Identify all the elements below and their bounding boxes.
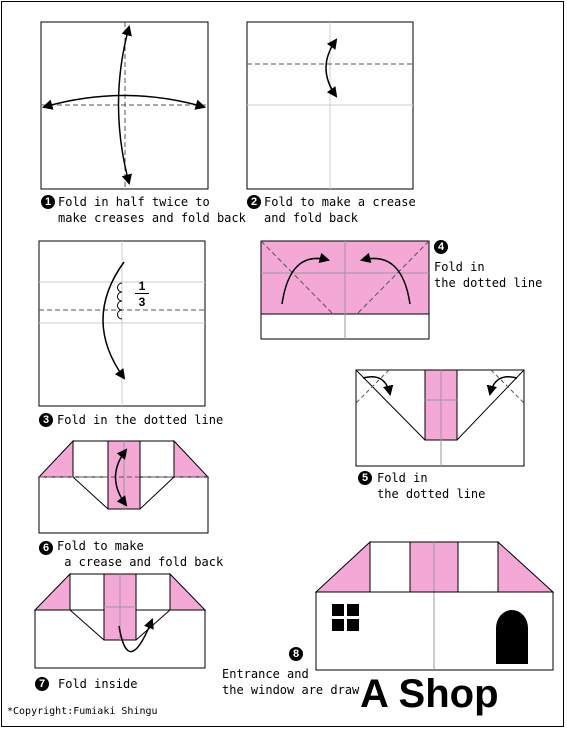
step-8-diagram: [316, 542, 553, 670]
step-5-number: 5: [358, 471, 372, 485]
step-8-line-1: Entrance and: [222, 667, 309, 681]
step-6-diagram: [39, 441, 208, 533]
entrance-door: [496, 610, 528, 664]
fraction-numerator: 1: [138, 279, 146, 293]
step-4-line-1: Fold in: [434, 260, 485, 274]
step-4-line-2: the dotted line: [434, 276, 543, 290]
step-7-number: 7: [35, 677, 49, 691]
step-6-caption: [57, 538, 223, 570]
step-1-diagram: [41, 22, 208, 189]
step-2-caption: [264, 194, 416, 226]
step-3-caption: [57, 412, 223, 428]
step-5-caption: [377, 470, 485, 502]
step-2-line-2: and fold back: [264, 211, 358, 225]
step-5-line-1: Fold in: [377, 471, 428, 485]
step-2-diagram: [247, 22, 413, 189]
step-1-line-2: make creases and fold back: [58, 211, 246, 225]
step-1-number: 1: [41, 195, 55, 209]
step-3-line-1: Fold in the dotted line: [57, 413, 224, 427]
step-4-caption: [434, 259, 542, 291]
step-3-diagram: [39, 241, 205, 406]
step-6-number: 6: [39, 541, 53, 555]
step-4-diagram: [261, 241, 429, 339]
step-6-line-2: a crease and fold back: [57, 555, 224, 569]
fraction-denominator: 3: [138, 295, 146, 309]
step-4-number: 4: [434, 240, 448, 254]
step-3-number: 3: [39, 413, 53, 427]
page-title: A Shop: [360, 672, 499, 716]
step-7-caption: [58, 676, 137, 692]
step-2-number: 2: [247, 195, 261, 209]
step-2-line-1: Fold to make a crease: [264, 195, 416, 209]
step-7-diagram: [35, 574, 205, 668]
copyright-text: *Copyright:Fumiaki Shingu: [7, 706, 158, 717]
step-8-number: 8: [289, 647, 303, 661]
fraction-bar: [135, 293, 149, 294]
step-5-diagram: [356, 370, 524, 466]
step-1-line-1: Fold in half twice to: [58, 195, 210, 209]
step-1-caption: [58, 194, 246, 226]
step-8-caption: [222, 666, 359, 698]
step-5-line-2: the dotted line: [377, 487, 486, 501]
step-8-line-2: the window are draw: [222, 683, 360, 697]
step-6-line-1: Fold to make: [57, 539, 144, 553]
step-7-line-1: Fold inside: [58, 677, 138, 691]
